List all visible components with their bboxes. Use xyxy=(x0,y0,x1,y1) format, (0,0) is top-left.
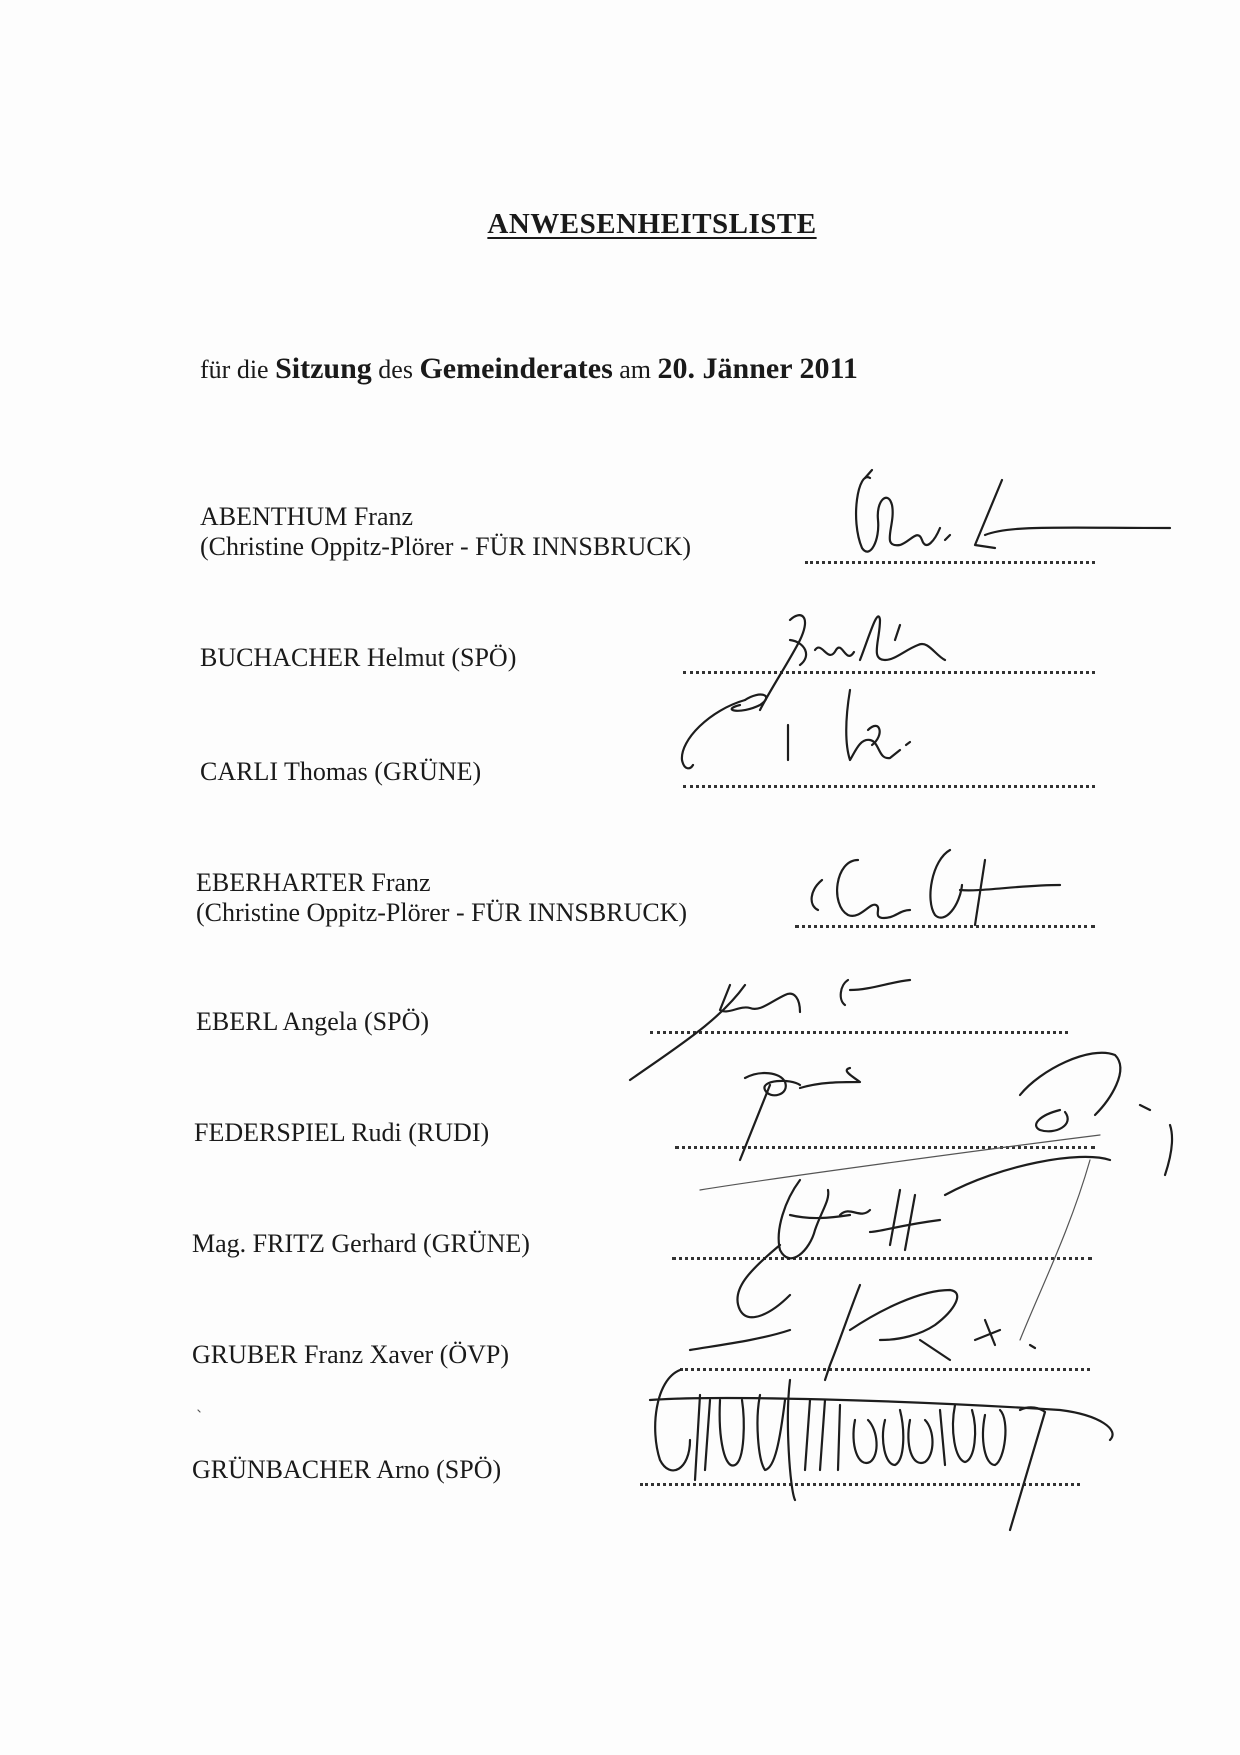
attendee-row xyxy=(200,757,481,787)
signature-eberharter xyxy=(812,850,1060,925)
signature-gruenbacher xyxy=(650,1370,1113,1530)
attendee-row xyxy=(194,1118,489,1148)
attendee-name: Mag. FRITZ Gerhard (GRÜNE) xyxy=(192,1229,530,1258)
subtitle-session: Sitzung xyxy=(275,352,372,385)
attendee-row xyxy=(196,1007,429,1037)
attendee-row xyxy=(192,1229,530,1259)
signature-line xyxy=(675,1146,1095,1149)
attendee-name: BUCHACHER Helmut (SPÖ) xyxy=(200,643,517,672)
subtitle-middle: des xyxy=(378,355,413,384)
signature-line xyxy=(680,1368,1090,1371)
attendee-row xyxy=(196,868,687,928)
signature-eberl xyxy=(630,980,910,1080)
signature-federspiel xyxy=(740,1053,1172,1175)
signature-gruber xyxy=(690,1285,1035,1380)
attendee-name: CARLI Thomas (GRÜNE) xyxy=(200,757,482,786)
signature-line xyxy=(683,785,1095,788)
signature-line xyxy=(683,671,1095,674)
signature-line xyxy=(640,1483,1080,1486)
signature-buchacher xyxy=(760,615,945,710)
subtitle-am: am xyxy=(619,355,652,384)
signature-abenthum xyxy=(856,470,1170,552)
attendee-name: GRÜNBACHER Arno (SPÖ) xyxy=(192,1455,502,1484)
attendee-note: (Christine Oppitz-Plörer - FÜR INNSBRUCK) xyxy=(196,898,688,927)
attendee-name: ABENTHUM Franz xyxy=(200,502,414,531)
subtitle-prefix: für die xyxy=(200,355,269,384)
attendee-row xyxy=(192,1455,501,1485)
attendee-name: FEDERSPIEL Rudi (RUDI) xyxy=(194,1118,490,1147)
attendee-name: GRUBER Franz Xaver (ÖVP) xyxy=(192,1340,510,1369)
signature-line xyxy=(805,561,1095,564)
attendee-name: EBERL Angela (SPÖ) xyxy=(196,1007,430,1036)
signature-line xyxy=(795,925,1095,928)
signature-fritz xyxy=(737,1157,1110,1317)
document-subtitle xyxy=(200,352,858,386)
attendee-row xyxy=(200,502,691,562)
signature-carli xyxy=(682,690,910,768)
attendee-name: EBERHARTER Franz xyxy=(196,868,431,897)
attendee-row xyxy=(200,643,516,673)
subtitle-council: Gemeinderates xyxy=(419,352,613,385)
document-title: ANWESENHEITSLISTE xyxy=(487,208,817,240)
subtitle-date: 20. Jänner 2011 xyxy=(657,352,858,385)
attendee-row xyxy=(192,1340,509,1370)
signature-line xyxy=(672,1257,1092,1260)
attendee-note: (Christine Oppitz-Plörer - FÜR INNSBRUCK) xyxy=(200,532,692,561)
signature-line xyxy=(650,1031,1068,1034)
